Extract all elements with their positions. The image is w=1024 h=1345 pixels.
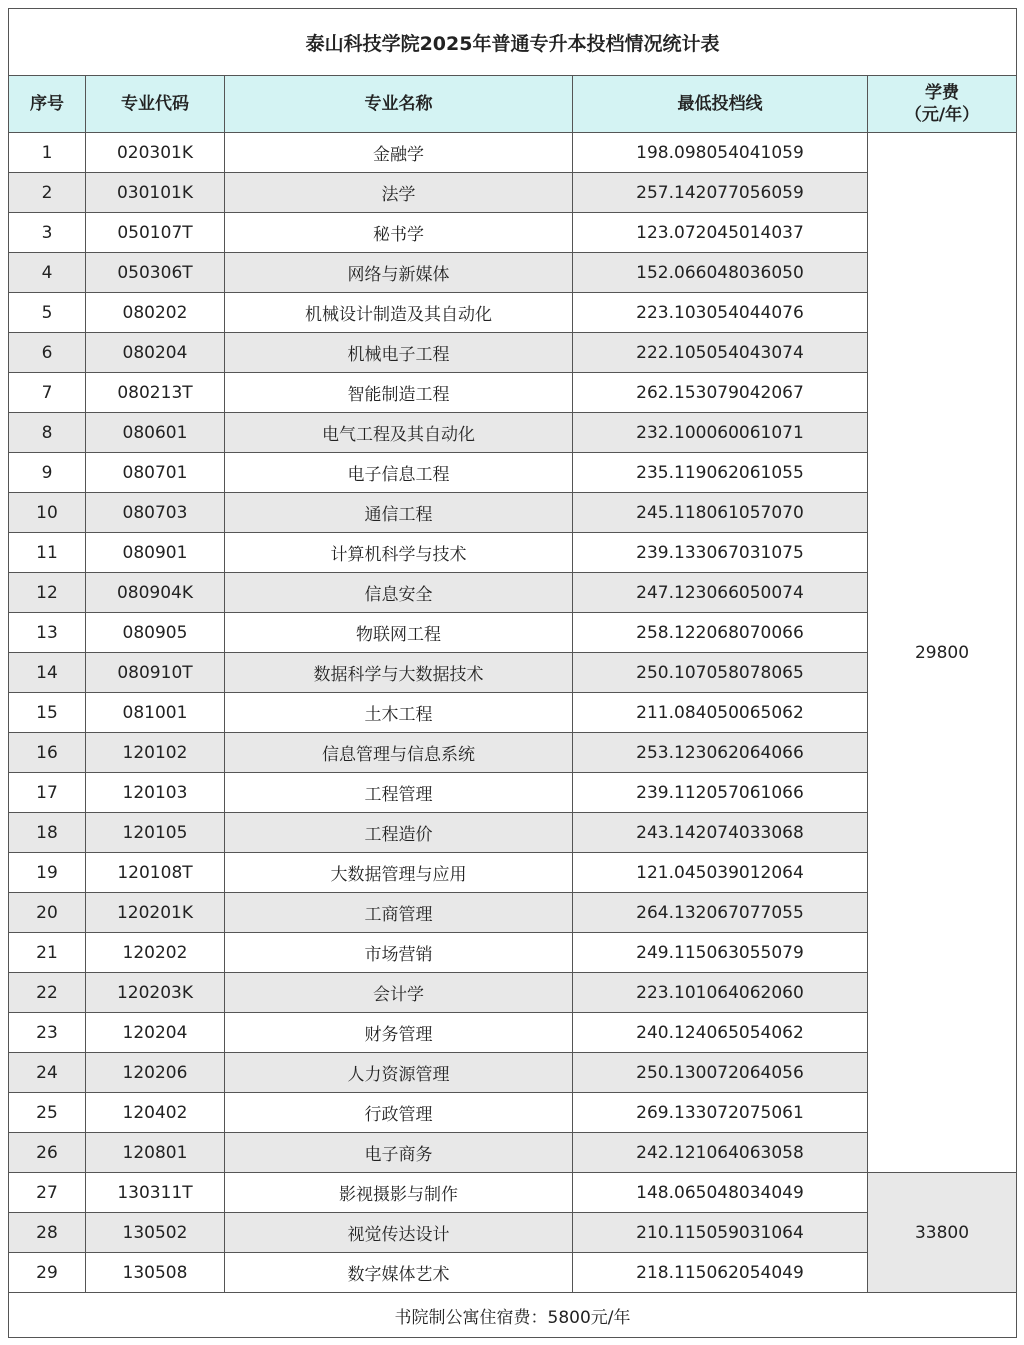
table-row (9, 453, 1017, 493)
cell-min-score: 222.105054043074 (573, 333, 868, 373)
cell-seq: 27 (9, 1173, 86, 1213)
cell-name: 影视摄影与制作 (225, 1173, 573, 1213)
cell-min-score: 121.045039012064 (573, 853, 868, 893)
header-name: 专业名称 (225, 76, 573, 133)
table-row (9, 1133, 1017, 1173)
header-seq: 序号 (9, 76, 86, 133)
table-row (9, 1253, 1017, 1293)
cell-seq: 28 (9, 1213, 86, 1253)
cell-seq: 12 (9, 573, 86, 613)
cell-seq: 9 (9, 453, 86, 493)
admission-table (8, 8, 1017, 1338)
cell-min-score: 269.133072075061 (573, 1093, 868, 1133)
table-row (9, 853, 1017, 893)
cell-code: 080701 (86, 453, 225, 493)
cell-seq: 22 (9, 973, 86, 1013)
cell-min-score: 218.115062054049 (573, 1253, 868, 1293)
cell-min-score: 235.119062061055 (573, 453, 868, 493)
cell-code: 130311T (86, 1173, 225, 1213)
cell-seq: 26 (9, 1133, 86, 1173)
cell-code: 120103 (86, 773, 225, 813)
cell-min-score: 249.115063055079 (573, 933, 868, 973)
cell-code: 081001 (86, 693, 225, 733)
cell-name: 电子商务 (225, 1133, 573, 1173)
table-row (9, 133, 1017, 173)
table-row (9, 613, 1017, 653)
cell-min-score: 223.101064062060 (573, 973, 868, 1013)
cell-seq: 23 (9, 1013, 86, 1053)
header-fee-line2: （元/年） (904, 105, 980, 125)
cell-min-score: 250.130072064056 (573, 1053, 868, 1093)
cell-min-score: 250.107058078065 (573, 653, 868, 693)
cell-seq: 1 (9, 133, 86, 173)
table-row (9, 733, 1017, 773)
cell-min-score: 247.123066050074 (573, 573, 868, 613)
table-body (9, 133, 1017, 1293)
table-row (9, 1053, 1017, 1093)
cell-min-score: 245.118061057070 (573, 493, 868, 533)
cell-code: 080601 (86, 413, 225, 453)
cell-code: 120801 (86, 1133, 225, 1173)
cell-name: 市场营销 (225, 933, 573, 973)
cell-code: 080213T (86, 373, 225, 413)
table-row (9, 1213, 1017, 1253)
cell-name: 智能制造工程 (225, 373, 573, 413)
cell-code: 120105 (86, 813, 225, 853)
cell-seq: 13 (9, 613, 86, 653)
cell-min-score: 253.123062064066 (573, 733, 868, 773)
cell-name: 机械设计制造及其自动化 (225, 293, 573, 333)
cell-name: 物联网工程 (225, 613, 573, 653)
cell-seq: 17 (9, 773, 86, 813)
cell-code: 120206 (86, 1053, 225, 1093)
header-row (9, 76, 1017, 133)
table-row (9, 1093, 1017, 1133)
cell-name: 计算机科学与技术 (225, 533, 573, 573)
cell-code: 080910T (86, 653, 225, 693)
cell-min-score: 258.122068070066 (573, 613, 868, 653)
cell-name: 电气工程及其自动化 (225, 413, 573, 453)
cell-seq: 8 (9, 413, 86, 453)
cell-name: 数字媒体艺术 (225, 1253, 573, 1293)
cell-min-score: 257.142077056059 (573, 173, 868, 213)
cell-min-score: 198.098054041059 (573, 133, 868, 173)
table-row (9, 653, 1017, 693)
table-row (9, 1173, 1017, 1213)
cell-name: 工程管理 (225, 773, 573, 813)
cell-code: 120108T (86, 853, 225, 893)
cell-seq: 15 (9, 693, 86, 733)
cell-tuition-fee: 33800 (868, 1173, 1017, 1293)
cell-min-score: 242.121064063058 (573, 1133, 868, 1173)
cell-name: 工商管理 (225, 893, 573, 933)
cell-code: 050107T (86, 213, 225, 253)
cell-seq: 18 (9, 813, 86, 853)
table-row (9, 333, 1017, 373)
cell-code: 080703 (86, 493, 225, 533)
admission-table-sheet (8, 8, 1016, 1338)
cell-min-score: 239.112057061066 (573, 773, 868, 813)
cell-seq: 14 (9, 653, 86, 693)
cell-code: 120202 (86, 933, 225, 973)
header-min-score: 最低投档线 (573, 76, 868, 133)
cell-seq: 20 (9, 893, 86, 933)
table-title: 泰山科技学院2025年普通专升本投档情况统计表 (9, 9, 1017, 76)
cell-seq: 7 (9, 373, 86, 413)
cell-seq: 10 (9, 493, 86, 533)
cell-code: 120201K (86, 893, 225, 933)
cell-name: 行政管理 (225, 1093, 573, 1133)
cell-name: 土木工程 (225, 693, 573, 733)
cell-min-score: 123.072045014037 (573, 213, 868, 253)
cell-name: 信息安全 (225, 573, 573, 613)
cell-seq: 25 (9, 1093, 86, 1133)
cell-name: 工程造价 (225, 813, 573, 853)
header-code: 专业代码 (86, 76, 225, 133)
table-row (9, 893, 1017, 933)
cell-min-score: 262.153079042067 (573, 373, 868, 413)
cell-name: 法学 (225, 173, 573, 213)
table-row (9, 573, 1017, 613)
table-row (9, 493, 1017, 533)
table-row (9, 253, 1017, 293)
cell-name: 数据科学与大数据技术 (225, 653, 573, 693)
table-row (9, 293, 1017, 333)
cell-min-score: 152.066048036050 (573, 253, 868, 293)
cell-name: 信息管理与信息系统 (225, 733, 573, 773)
cell-min-score: 240.124065054062 (573, 1013, 868, 1053)
cell-name: 财务管理 (225, 1013, 573, 1053)
table-row (9, 173, 1017, 213)
cell-name: 金融学 (225, 133, 573, 173)
cell-min-score: 211.084050065062 (573, 693, 868, 733)
table-row (9, 933, 1017, 973)
cell-code: 080204 (86, 333, 225, 373)
cell-seq: 11 (9, 533, 86, 573)
cell-min-score: 232.100060061071 (573, 413, 868, 453)
table-row (9, 773, 1017, 813)
cell-min-score: 264.132067077055 (573, 893, 868, 933)
table-row (9, 413, 1017, 453)
table-row (9, 533, 1017, 573)
cell-name: 秘书学 (225, 213, 573, 253)
cell-code: 050306T (86, 253, 225, 293)
cell-code: 130508 (86, 1253, 225, 1293)
cell-code: 120102 (86, 733, 225, 773)
cell-seq: 16 (9, 733, 86, 773)
cell-seq: 3 (9, 213, 86, 253)
cell-min-score: 239.133067031075 (573, 533, 868, 573)
table-row (9, 693, 1017, 733)
cell-seq: 5 (9, 293, 86, 333)
table-row (9, 973, 1017, 1013)
cell-code: 080901 (86, 533, 225, 573)
cell-name: 网络与新媒体 (225, 253, 573, 293)
cell-name: 人力资源管理 (225, 1053, 573, 1093)
cell-seq: 24 (9, 1053, 86, 1093)
cell-min-score: 210.115059031064 (573, 1213, 868, 1253)
cell-min-score: 148.065048034049 (573, 1173, 868, 1213)
header-fee-line1: 学费 (925, 83, 960, 103)
cell-code: 120402 (86, 1093, 225, 1133)
cell-name: 会计学 (225, 973, 573, 1013)
cell-seq: 19 (9, 853, 86, 893)
cell-seq: 21 (9, 933, 86, 973)
cell-name: 机械电子工程 (225, 333, 573, 373)
cell-min-score: 243.142074033068 (573, 813, 868, 853)
cell-seq: 4 (9, 253, 86, 293)
cell-code: 080904K (86, 573, 225, 613)
table-row (9, 813, 1017, 853)
table-footer-note: 书院制公寓住宿费：5800元/年 (9, 1293, 1017, 1338)
table-row (9, 373, 1017, 413)
header-fee (868, 76, 1017, 133)
cell-code: 120203K (86, 973, 225, 1013)
cell-code: 120204 (86, 1013, 225, 1053)
cell-name: 通信工程 (225, 493, 573, 533)
cell-name: 视觉传达设计 (225, 1213, 573, 1253)
cell-seq: 6 (9, 333, 86, 373)
cell-name: 大数据管理与应用 (225, 853, 573, 893)
cell-code: 080202 (86, 293, 225, 333)
table-row (9, 213, 1017, 253)
table-row (9, 1013, 1017, 1053)
cell-seq: 29 (9, 1253, 86, 1293)
cell-name: 电子信息工程 (225, 453, 573, 493)
cell-code: 130502 (86, 1213, 225, 1253)
cell-seq: 2 (9, 173, 86, 213)
cell-tuition-fee: 29800 (868, 133, 1017, 1173)
cell-code: 030101K (86, 173, 225, 213)
cell-code: 080905 (86, 613, 225, 653)
cell-code: 020301K (86, 133, 225, 173)
cell-min-score: 223.103054044076 (573, 293, 868, 333)
